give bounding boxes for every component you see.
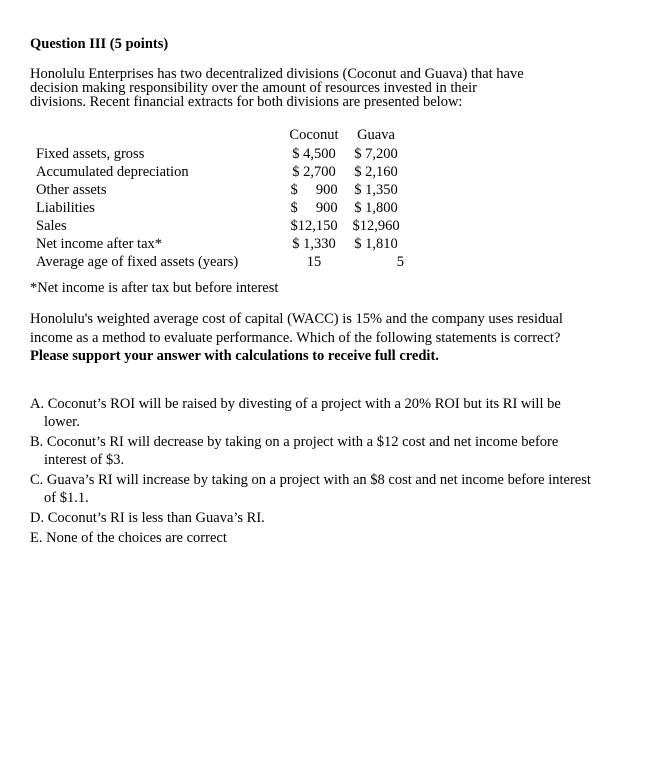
financial-table — [30, 125, 408, 271]
coconut-value: $12,150 — [290, 218, 338, 234]
intro-line: decision making responsibility over the amount of resources invested in their — [30, 80, 477, 96]
answer-choices — [30, 395, 600, 549]
guava-value: $ 1,350 — [354, 182, 398, 198]
guava-value: $12,960 — [352, 218, 400, 234]
coconut-value: $ 900 — [290, 200, 338, 216]
guava-value: 5 — [396, 254, 404, 270]
choice-e: E. None of the choices are correct — [30, 530, 227, 546]
coconut-value: $ 2,700 — [292, 164, 336, 180]
choice-a: A. Coconut’s ROI will be raised by divesting of a project with a 20% ROI but its RI will be lower. — [30, 396, 561, 430]
choice-c: C. Guava’s RI will increase by taking on a project with an $8 cost and net income before interest of $1.1. — [30, 472, 591, 506]
table-row — [30, 217, 408, 235]
coconut-value: $ 4,500 — [292, 146, 336, 162]
table-row — [30, 253, 408, 271]
intro-paragraph — [30, 67, 650, 109]
row-label: Other assets — [36, 182, 107, 198]
footnote: *Net income is after tax but before interest — [30, 280, 279, 296]
table-row — [30, 181, 408, 199]
guava-value: $ 1,800 — [354, 200, 398, 216]
row-label: Sales — [36, 218, 67, 234]
guava-value: $ 1,810 — [354, 236, 398, 252]
guava-value: $ 2,160 — [354, 164, 398, 180]
table-row — [30, 199, 408, 217]
coconut-value: 15 — [306, 254, 322, 270]
guava-value: $ 7,200 — [354, 146, 398, 162]
header-coconut: Coconut — [289, 127, 339, 143]
table-row — [30, 235, 408, 253]
choice-d: D. Coconut’s RI is less than Guava’s RI. — [30, 510, 265, 526]
intro-line: divisions. Recent financial extracts for both divisions are presented below: — [30, 94, 463, 110]
row-label: Liabilities — [36, 200, 95, 216]
table-row — [30, 145, 408, 163]
row-label: Fixed assets, gross — [36, 146, 145, 162]
header-guava: Guava — [357, 127, 395, 143]
table-row — [30, 163, 408, 181]
choice-b: B. Coconut’s RI will decrease by taking on a project with a $12 cost and net income before interest of $3. — [30, 434, 559, 468]
question-title: Question III (5 points) — [30, 36, 169, 52]
intro-line: Honolulu Enterprises has two decentralized divisions (Coconut and Guava) that have — [30, 66, 524, 82]
question-text: Honolulu's weighted average cost of capital (WACC) is 15% and the company uses residual income as a method to evaluate performance. Which of the following statements is correct? — [30, 311, 563, 346]
table-header-row — [30, 125, 408, 145]
row-label: Average age of fixed assets (years) — [36, 254, 239, 270]
row-label: Accumulated depreciation — [36, 164, 189, 180]
row-label: Net income after tax* — [36, 236, 163, 252]
coconut-value: $ 900 — [290, 182, 338, 198]
question-body — [30, 310, 590, 366]
instruction-text: Please support your answer with calculations to receive full credit. — [30, 348, 439, 364]
coconut-value: $ 1,330 — [292, 236, 336, 252]
